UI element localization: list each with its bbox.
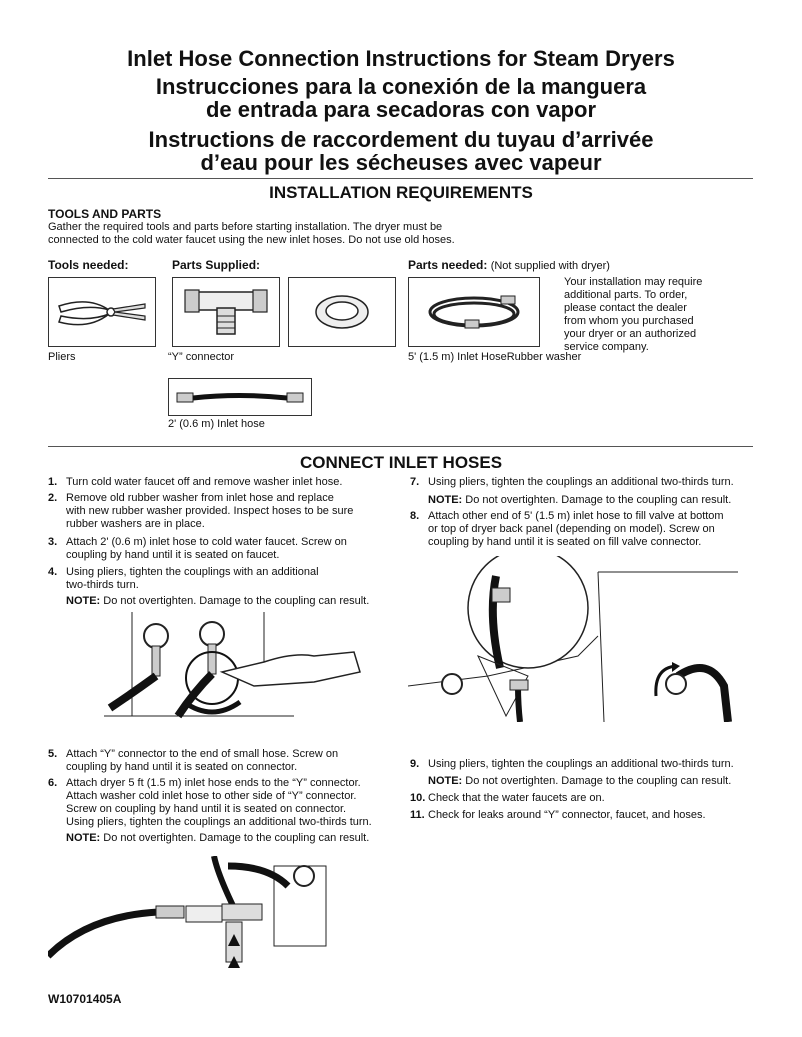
washer-icon xyxy=(289,278,395,346)
title-spanish xyxy=(0,75,802,121)
short-hose-icon xyxy=(169,379,311,415)
step-9 xyxy=(410,758,760,788)
parts-needed xyxy=(408,258,610,272)
note-label: NOTE: xyxy=(66,595,101,607)
step-number: 8. xyxy=(410,510,420,522)
step-number: 9. xyxy=(410,758,420,770)
title-french xyxy=(0,128,802,174)
part-number: W10701405A xyxy=(48,992,122,1006)
additional-parts-line: your dryer or an authorized xyxy=(564,328,697,340)
step-number: 7. xyxy=(410,476,420,488)
connect-heading: CONNECT INLET HOSES xyxy=(299,453,503,472)
step-line: two-thirds turn. xyxy=(66,579,139,591)
step-6 xyxy=(48,777,398,845)
step-number: 4. xyxy=(48,566,58,578)
step-line: Using pliers, tighten the couplings with an additional xyxy=(66,566,319,578)
step-5 xyxy=(48,748,398,774)
fill-valve-illustration xyxy=(408,556,738,722)
divider xyxy=(48,446,753,447)
tools-parts-heading: TOOLS AND PARTS xyxy=(48,207,162,221)
step-line: Remove old rubber washer from inlet hose and replace xyxy=(66,492,334,504)
step-line: coupling by hand until it is seated on faucet. xyxy=(66,549,280,561)
short-hose-image xyxy=(168,378,312,416)
step-line: or top of dryer back panel (depending on model). Screw on xyxy=(428,523,715,535)
y-connector-image xyxy=(172,277,280,347)
note-text: Do not overtighten. Damage to the coupling can result. xyxy=(103,595,370,607)
step-line: Attach 2' (0.6 m) inlet hose to cold water faucet. Screw on xyxy=(66,536,347,548)
step-line: Turn cold water faucet off and remove washer inlet hose. xyxy=(66,476,343,488)
y-connector-assembly-icon xyxy=(48,856,328,986)
step-11 xyxy=(410,809,760,822)
additional-parts-text xyxy=(564,276,724,354)
step-line: Attach washer cold inlet hose to other side of “Y” connector. xyxy=(66,790,357,802)
fill-valve-icon xyxy=(408,556,738,722)
note-text: Do not overtighten. Damage to the coupling can result. xyxy=(103,832,370,844)
note-text: Do not overtighten. Damage to the coupling can result. xyxy=(465,494,732,506)
step-1 xyxy=(48,476,398,489)
long-hose-image xyxy=(408,277,540,347)
step-number: 3. xyxy=(48,536,58,548)
additional-parts-line: from whom you purchased xyxy=(564,315,694,327)
step-line: coupling by hand until it is seated on connector. xyxy=(66,761,298,773)
step-3 xyxy=(48,536,398,562)
title-french-line2: d’eau pour les sécheuses avec vapeur xyxy=(200,150,602,175)
rubber-washer-image xyxy=(288,277,396,347)
title-english: Inlet Hose Connection Instructions for Steam Dryers xyxy=(127,46,675,71)
step-number: 10. xyxy=(410,792,426,804)
step-line: Check for leaks around “Y” connector, faucet, and hoses. xyxy=(428,809,706,821)
title-spanish-line1: Instrucciones para la conexión de la manguera xyxy=(155,74,647,99)
additional-parts-line: Your installation may require xyxy=(564,276,703,288)
parts-supplied-label: Parts Supplied: xyxy=(172,258,261,272)
step-line: Attach other end of 5' (1.5 m) inlet hose to fill valve at bottom xyxy=(428,510,724,522)
caption-pliers: Pliers xyxy=(48,351,76,363)
faucet-pliers-icon xyxy=(104,612,362,722)
note-label: NOTE: xyxy=(428,775,463,787)
step-line: with new rubber washer provided. Inspect hoses to be sure xyxy=(66,505,354,517)
additional-parts-line: please contact the dealer xyxy=(564,302,687,314)
note xyxy=(428,494,760,507)
step-number: 2. xyxy=(48,492,58,504)
step-10 xyxy=(410,792,760,805)
step-line: Check that the water faucets are on. xyxy=(428,792,605,804)
y-connector-illustration xyxy=(48,856,328,986)
caption-inlet-hose-washer: 5' (1.5 m) Inlet HoseRubber washer xyxy=(408,351,582,363)
step-number: 5. xyxy=(48,748,58,760)
caption-y-connector: “Y” connector xyxy=(168,351,235,363)
step-number: 6. xyxy=(48,777,58,789)
note xyxy=(66,832,398,845)
intro-line-2: connected to the cold water faucet using the new inlet hoses. Do not use old hoses. xyxy=(48,234,455,246)
note xyxy=(428,775,760,788)
step-number: 11. xyxy=(410,809,425,821)
y-connector-icon xyxy=(173,278,279,346)
step-4 xyxy=(48,566,398,608)
note-label: NOTE: xyxy=(66,832,101,844)
step-line: Screw on coupling by hand until it is seated on connector. xyxy=(66,803,347,815)
step-line: Using pliers, tighten the couplings an additional two-thirds turn. xyxy=(428,758,734,770)
tools-parts-intro xyxy=(48,221,455,247)
step-line: rubber washers are in place. xyxy=(66,518,205,530)
additional-parts-line: additional parts. To order, xyxy=(564,289,688,301)
note-label: NOTE: xyxy=(428,494,463,506)
divider xyxy=(48,178,753,179)
step-2 xyxy=(48,492,398,531)
pliers-icon xyxy=(49,278,155,346)
step-line: Using pliers, tighten the couplings an additional two-thirds turn. xyxy=(66,816,372,828)
parts-needed-label: Parts needed: xyxy=(408,258,488,272)
step-number: 1. xyxy=(48,476,58,488)
step-line: Attach “Y” connector to the end of small hose. Screw on xyxy=(66,748,339,760)
title-french-line1: Instructions de raccordement du tuyau d’arrivée xyxy=(148,127,654,152)
title-spanish-line2: de entrada para secadoras con vapor xyxy=(205,97,597,122)
hose-coil-icon xyxy=(409,278,539,346)
step-line: coupling by hand until it is seated on fill valve connector. xyxy=(428,536,702,548)
intro-line-1: Gather the required tools and parts before starting installation. The dryer must be xyxy=(48,221,443,233)
caption-short-hose: 2' (0.6 m) Inlet hose xyxy=(168,418,265,430)
step-line: Using pliers, tighten the couplings an additional two-thirds turn. xyxy=(428,476,734,488)
pliers-image xyxy=(48,277,156,347)
step-7 xyxy=(410,476,760,507)
note xyxy=(66,595,398,608)
step-line: Attach dryer 5 ft (1.5 m) inlet hose ends to the “Y” connector. xyxy=(66,777,361,789)
faucet-pliers-illustration xyxy=(104,612,362,722)
tools-needed-label: Tools needed: xyxy=(48,258,129,272)
additional-parts-line: service company. xyxy=(564,341,649,353)
parts-needed-note: (Not supplied with dryer) xyxy=(490,260,610,272)
step-8 xyxy=(410,510,760,549)
note-text: Do not overtighten. Damage to the coupling can result. xyxy=(465,775,732,787)
installation-heading: INSTALLATION REQUIREMENTS xyxy=(269,183,533,202)
